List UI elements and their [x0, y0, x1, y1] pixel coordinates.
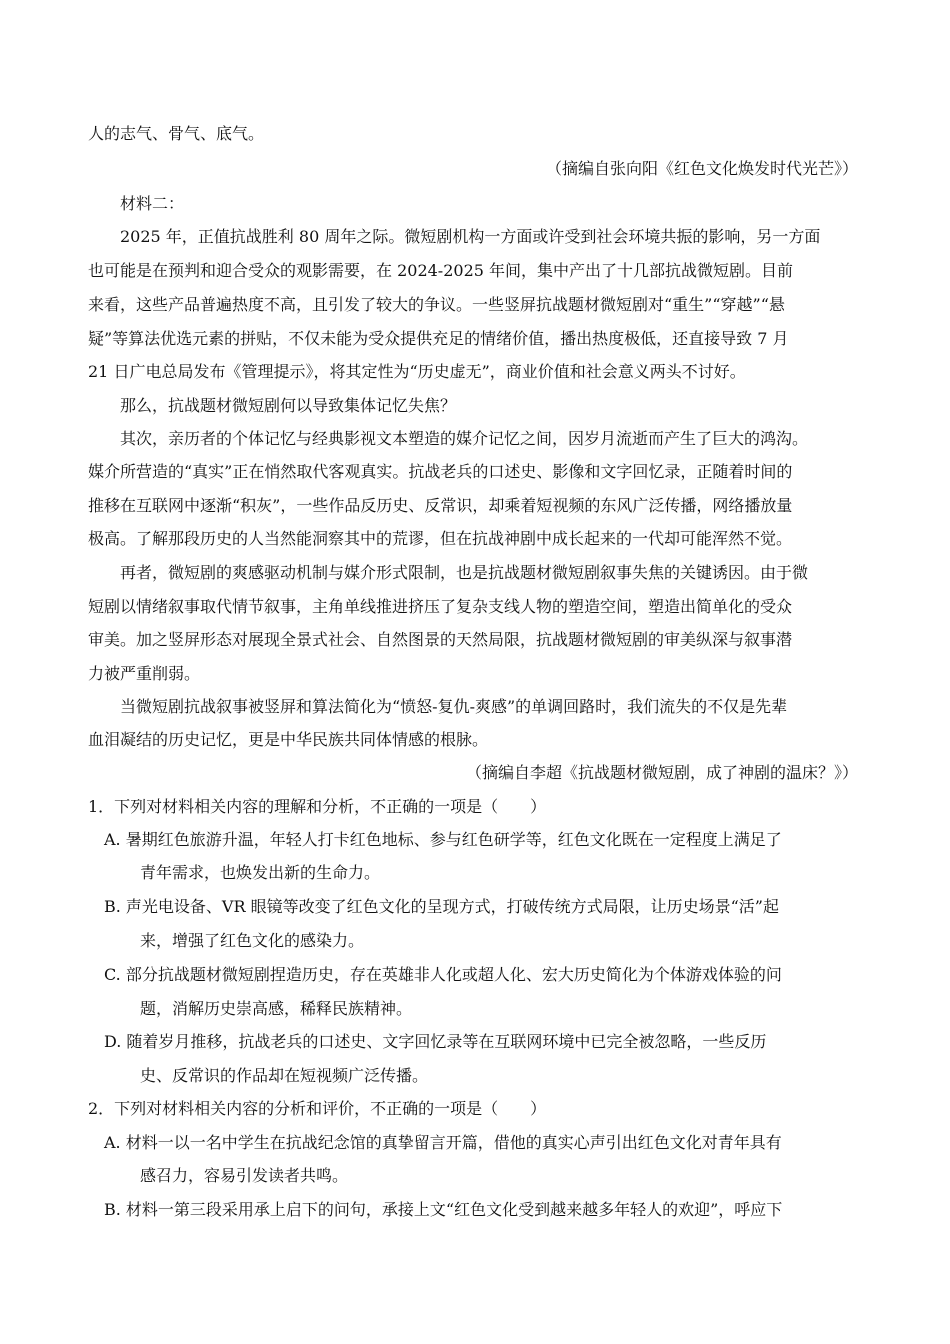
question-1-option-a-cont: 青年需求，也焕发出新的生命力。 [140, 863, 381, 882]
material1-tail-line: 人的志气、骨气、底气。 [88, 124, 265, 143]
material2-p4-line: 力被严重削弱。 [88, 664, 201, 683]
material2-p5-line: 血泪凝结的历史记忆，更是中华民族共同体情感的根脉。 [88, 730, 489, 749]
question-1-option-d-cont: 史、反常识的作品却在短视频广泛传播。 [140, 1066, 429, 1085]
material1-source: （摘编自张向阳《红色文化焕发时代光芒》） [545, 159, 858, 178]
material2-p1-line: 21 日广电总局发布《管理提示》，将其定性为“历史虚无”，商业价值和社会意义两头不讨好。 [88, 362, 746, 381]
question-2-stem: 2．下列对材料相关内容的分析和评价，不正确的一项是（ ） [88, 1099, 547, 1118]
question-1-option-b-cont: 来，增强了红色文化的感染力。 [140, 931, 365, 950]
material2-p3-line: 推移在互联网中逐渐“积灰”，一些作品反历史、反常识，却乘着短视频的东风广泛传播，网络播放量 [88, 496, 793, 515]
material2-p2-line: 那么，抗战题材微短剧何以导致集体记忆失焦？ [120, 396, 457, 415]
material2-p3-line: 极高。了解那段历史的人当然能洞察其中的荒谬，但在抗战神剧中成长起来的一代却可能浑然不觉。 [88, 529, 793, 548]
material2-p1-line: 也可能是在预判和迎合受众的观影需要，在 2024-2025 年间，集中产出了十几部抗战微短剧。目前 [88, 261, 794, 280]
material2-p3-line: 其次，亲历者的个体记忆与经典影视文本塑造的媒介记忆之间，因岁月流逝而产生了巨大的鸿沟。 [120, 429, 809, 448]
material2-p5-line: 当微短剧抗战叙事被竖屏和算法简化为“愤怒-复仇-爽感”的单调回路时，我们流失的不仅是先辈 [120, 697, 788, 716]
material2-p4-line: 短剧以情绪叙事取代情节叙事，主角单线推进挤压了复杂支线人物的塑造空间，塑造出简单化的受众 [88, 597, 793, 616]
question-1-option-b: B. 声光电设备、VR 眼镜等改变了红色文化的呈现方式，打破传统方式局限，让历史场景“活”起 [104, 897, 779, 916]
material2-p1-line: 2025 年，正值抗战胜利 80 周年之际。微短剧机构一方面或许受到社会环境共振的影响，另一方面 [120, 227, 821, 246]
material2-p1-line: 来看，这些产品普遍热度不高，且引发了较大的争议。一些竖屏抗战题材微短剧对“重生”“穿越”“悬 [88, 295, 785, 314]
question-2-option-a: A. 材料一以一名中学生在抗战纪念馆的真挚留言开篇，借他的真实心声引出红色文化对青年具有 [104, 1133, 782, 1152]
material2-p3-line: 媒介所营造的“真实”正在悄然取代客观真实。抗战老兵的口述史、影像和文字回忆录，正随着时间的 [88, 462, 793, 481]
question-2-option-a-cont: 感召力，容易引发读者共鸣。 [140, 1166, 349, 1185]
material2-heading: 材料二： [120, 194, 185, 213]
material2-source: （摘编自李超《抗战题材微短剧，成了神剧的温床？》） [465, 763, 858, 782]
material2-p4-line: 审美。加之竖屏形态对展现全景式社会、自然图景的天然局限，抗战题材微短剧的审美纵深与叙事潜 [88, 630, 793, 649]
question-1-option-a: A. 暑期红色旅游升温，年轻人打卡红色地标、参与红色研学等，红色文化既在一定程度上满足了 [104, 830, 782, 849]
question-1-option-d: D. 随着岁月推移，抗战老兵的口述史、文字回忆录等在互联网环境中已完全被忽略，一些反历 [104, 1032, 767, 1051]
question-1-option-c-cont: 题，消解历史崇高感，稀释民族精神。 [140, 999, 413, 1018]
question-1-option-c: C. 部分抗战题材微短剧捏造历史，存在英雄非人化或超人化、宏大历史简化为个体游戏体验的问 [104, 965, 782, 984]
material2-p4-line: 再者，微短剧的爽感驱动机制与媒介形式限制，也是抗战题材微短剧叙事失焦的关键诱因。由于微 [120, 563, 809, 582]
material2-p1-line: 疑”等算法优选元素的拼贴，不仅未能为受众提供充足的情绪价值，播出热度极低，还直接导致 7 月 [88, 329, 789, 348]
question-1-stem: 1．下列对材料相关内容的理解和分析，不正确的一项是（ ） [88, 797, 547, 816]
question-2-option-b: B. 材料一第三段采用承上启下的问句，承接上文“红色文化受到越来越多年轻人的欢迎”，呼应下 [104, 1200, 783, 1219]
